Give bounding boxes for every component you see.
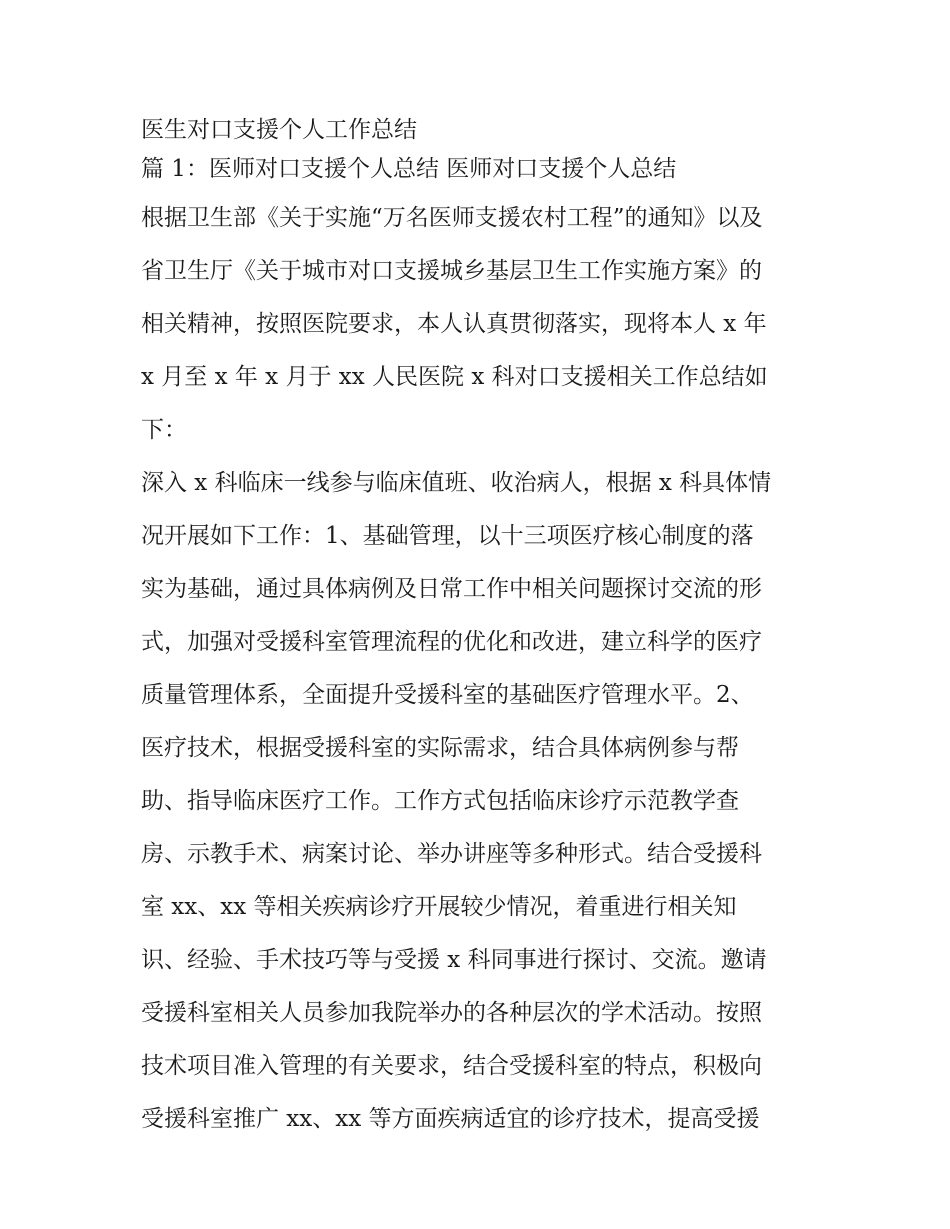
paragraph-1	[141, 192, 821, 457]
paragraph-line: 相关精神，按照医院要求，本人认真贯彻落实，现将本人 x 年	[141, 311, 767, 337]
paragraph-line: x 月至 x 年 x 月于 xx 人民医院 x 科对口支援相关工作总结如	[141, 364, 768, 390]
paragraph-line: 式，加强对受援科室管理流程的优化和改进，建立科学的医疗	[141, 629, 762, 655]
paragraph-line: 受援科室推广 xx、xx 等方面疾病适宜的诊疗技术，提高受援	[141, 1106, 760, 1132]
document-title: 医生对口支援个人工作总结	[141, 117, 417, 143]
paragraph-line: 室 xx、xx 等相关疾病诊疗开展较少情况，着重进行相关知	[141, 894, 737, 920]
paragraph-line: 质量管理体系，全面提升受援科室的基础医疗管理水平。2、	[141, 682, 754, 708]
paragraph-line: 实为基础，通过具体病例及日常工作中相关问题探讨交流的形	[141, 576, 762, 602]
paragraph-line: 识、经验、手术技巧等与受援 x 科同事进行探讨、交流。邀请	[141, 947, 767, 973]
paragraph-line: 医疗技术，根据受援科室的实际需求，结合具体病例参与帮	[141, 735, 739, 761]
paragraph-line: 助、指导临床医疗工作。工作方式包括临床诊疗示范教学查	[141, 788, 739, 814]
paragraph-line: 况开展如下工作：1、基础管理，以十三项医疗核心制度的落	[141, 523, 754, 549]
document-body	[141, 110, 821, 1146]
section-heading: 篇 1：医师对口支援个人总结 医师对口支援个人总结	[141, 156, 677, 182]
paragraph-line: 省卫生厅《关于城市对口支援城乡基层卫生工作实施方案》的	[141, 258, 762, 284]
paragraph-2	[141, 457, 821, 1146]
paragraph-line: 房、示教手术、病案讨论、举办讲座等多种形式。结合受援科	[141, 841, 762, 867]
paragraph-line: 受援科室相关人员参加我院举办的各种层次的学术活动。按照	[141, 1000, 762, 1026]
paragraph-line: 根据卫生部《关于实施“万名医师支援农村工程”的通知》以及	[141, 205, 763, 231]
paragraph-line: 技术项目准入管理的有关要求，结合受援科室的特点，积极向	[141, 1053, 762, 1079]
paragraph-line: 下：	[141, 417, 187, 443]
paragraph-line: 深入 x 科临床一线参与临床值班、收治病人，根据 x 科具体情	[141, 470, 772, 496]
